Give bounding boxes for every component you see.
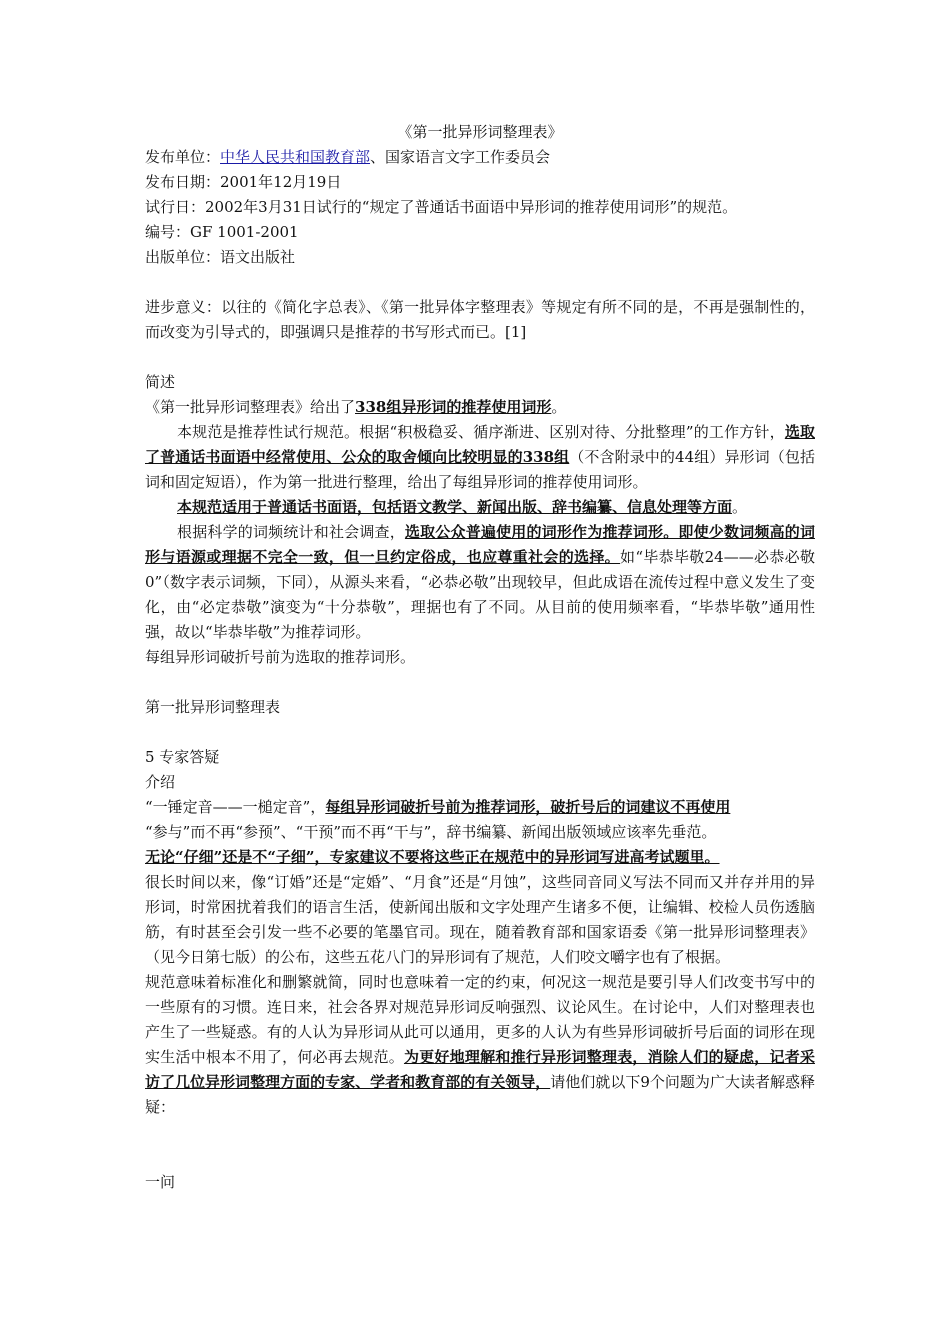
highlight-text: 为更好地理解和推行异形词整理表，消除人们的疑虑，记者采访了几位异形词整理方面的专家、学者和教育部的有关领导， bbox=[145, 1048, 815, 1091]
publisher-line bbox=[145, 145, 815, 170]
trial-date: 试行日：2002年3月31日试行的“规定了普通话书面语中异形词的推荐使用词形”的规范。 bbox=[145, 198, 738, 216]
text-run: 根据科学的词频统计和社会调查， bbox=[177, 523, 405, 541]
highlight-text: 选取了普通话书面语中经常使用、公众的取舍倾向比较明显的338组 bbox=[145, 423, 815, 466]
summary-p2 bbox=[145, 420, 815, 495]
qa-paragraph-1: 很长时间以来，像“订婚”还是“定婚”、“月食”还是“月蚀”，这些同音同义写法不同而又并存并用的异形词，时常困扰着我们的语言生活，使新闻出版和文字处理产生诸多不便，让编辑、校检人员伤透脑筋，有时甚至会引发一些不必要的笔墨官司。现在，随着教育部和国家语委《第一批异形词整理表》（见今日第七版）的公布，这些五花八门的异形词有了规范，人们咬文嚼字也有了根据。 bbox=[145, 873, 815, 966]
qa-line-1 bbox=[145, 795, 815, 820]
qa-intro: 介绍 bbox=[145, 773, 176, 791]
publisher-rest: 、国家语言文字工作委员会 bbox=[370, 148, 551, 166]
summary-p1 bbox=[145, 395, 815, 420]
qa-line-2: “参与”而不再“参预”、“干预”而不再“干与”，辞书编纂、新闻出版领域应该率先垂范。 bbox=[145, 823, 717, 841]
publisher-label: 发布单位： bbox=[145, 148, 221, 166]
press: 出版单位：语文出版社 bbox=[145, 248, 296, 266]
significance-paragraph: 进步意义：以往的《简化字总表》、《第一批异体字整理表》等规定有所不同的是，不再是强制性的，而改变为引导式的，即强调只是推荐的书写形式而已。[1] bbox=[145, 298, 815, 341]
document-title: 《第一批异形词整理表》 bbox=[397, 123, 563, 141]
text-run: 如“毕恭毕敬24——必恭必敬0”（数字表示词频，下同），从源头来看，“必恭必敬”出现较早，但此成语在流传过程中意义发生了变化，由“必定恭敬”演变为“十分恭敬”，理据也有了不同。从目前的使用频率看，“毕恭毕敬”通用性强，故以“毕恭毕敬”为推荐词形。 bbox=[145, 548, 815, 641]
table-heading: 第一批异形词整理表 bbox=[145, 698, 281, 716]
qa-line-3: 无论“仔细”还是不“子细”，专家建议不要将这些正在规范中的异形词写进高考试题里。 bbox=[145, 848, 720, 866]
highlight-text: 本规范适用于普通话书面语，包括语文教学、新闻出版、辞书编纂、信息处理等方面 bbox=[177, 498, 733, 516]
text-run: 。 bbox=[732, 498, 748, 516]
ministry-link[interactable]: 中华人民共和国教育部 bbox=[220, 148, 371, 166]
document-page bbox=[145, 120, 815, 1195]
text-run: 本规范是推荐性试行规范。根据“积极稳妥、循序渐进、区别对待、分批整理”的工作方针， bbox=[177, 423, 785, 441]
qa-paragraph-2 bbox=[145, 970, 815, 1120]
publish-date: 发布日期：2001年12月19日 bbox=[145, 173, 342, 191]
text-run: （不含附录中的44组）异形词（包括词和固定短语），作为第一批进行整理，给出了每组异形词的推荐使用词形。 bbox=[145, 448, 815, 491]
summary-p5: 每组异形词破折号前为选取的推荐词形。 bbox=[145, 648, 416, 666]
highlight-text: 每组异形词破折号前为推荐词形，破折号后的词建议不再使用 bbox=[325, 798, 731, 816]
standard-code: 编号：GF 1001-2001 bbox=[145, 223, 299, 241]
qa-heading: 5 专家答疑 bbox=[145, 748, 220, 766]
question-1-heading: 一问 bbox=[145, 1173, 176, 1191]
summary-p4 bbox=[145, 520, 815, 645]
summary-heading: 简述 bbox=[145, 373, 176, 391]
text-run: 《第一批异形词整理表》给出了 bbox=[145, 398, 356, 416]
text-run: 请他们就以下9个问题为广大读者解惑释疑： bbox=[145, 1073, 815, 1116]
text-run: 规范意味着标准化和删繁就简，同时也意味着一定的约束，何况这一规范是要引导人们改变书写中的一些原有的习惯。连日来，社会各界对规范异形词反响强烈、议论风生。在讨论中，人们对整理表也产生了一些疑惑。有的人认为异形词从此可以通用，更多的人认为有些异形词破折号后面的词形在现实生活中根本不用了，何必再去规范。 bbox=[145, 973, 815, 1066]
text-run: 。 bbox=[551, 398, 567, 416]
summary-p3 bbox=[145, 495, 815, 520]
highlight-text: 338组异形词的推荐使用词形 bbox=[355, 398, 552, 416]
text-run: “一锤定音——一槌定音”， bbox=[145, 798, 326, 816]
highlight-text: 选取公众普遍使用的词形作为推荐词形。即使少数词频高的词形与语源或理据不完全一致，但一旦约定俗成，也应尊重社会的选择。 bbox=[145, 523, 815, 566]
